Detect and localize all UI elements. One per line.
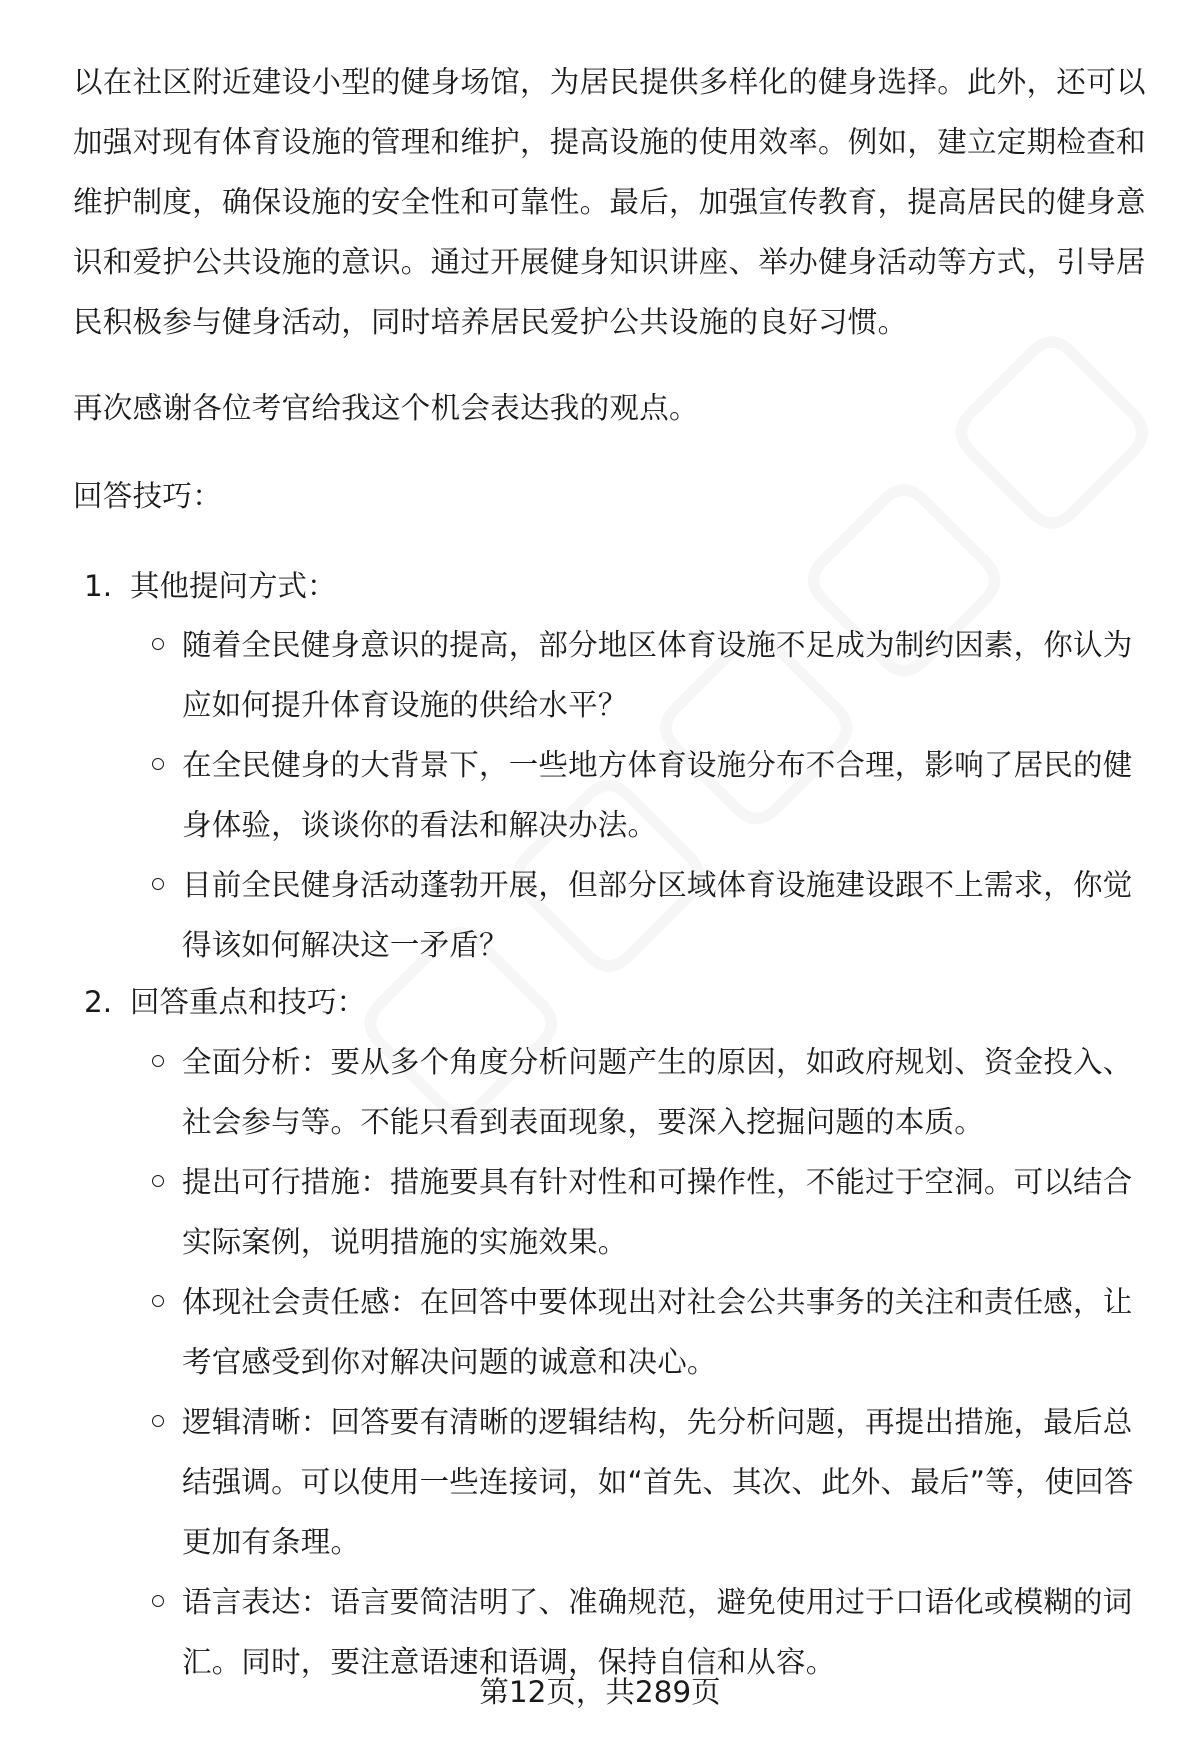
list-item-text: 随着全民健身意识的提高，部分地区体育设施不足成为制约因素，你认为应如何提升体育设施的供给水平？: [182, 628, 1133, 722]
tips-heading: 回答技巧：: [73, 479, 223, 513]
section-2-title: 回答重点和技巧：: [130, 985, 367, 1019]
section-1-title: 其他提问方式：: [130, 569, 337, 603]
bullet-circle-icon: [152, 1415, 164, 1427]
bullet-circle-icon: [152, 638, 164, 650]
intro-paragraph: 以在社区附近建设小型的健身场馆，为居民提供多样化的健身选择。此外，还可以加强对现有体育设施的管理和维护，提高设施的使用效率。例如，建立定期检查和维护制度，确保设施的安全性和可靠性。最后，加强宣传教育，提高居民的健身意识和爱护公共设施的意识。通过开展健身知识讲座、举办健身活动等方式，引导居民积极参与健身活动，同时培养居民爱护公共设施的良好习惯。: [73, 65, 1146, 339]
list-item: [150, 1392, 1150, 1572]
bullet-circle-icon: [152, 1055, 164, 1067]
list-item-text: 提出可行措施：措施要具有针对性和可操作性，不能过于空洞。可以结合实际案例，说明措施的实施效果。: [182, 1165, 1133, 1259]
list-item: [150, 1272, 1150, 1392]
bullet-circle-icon: [152, 1175, 164, 1187]
list-item: [150, 1152, 1150, 1272]
bullet-circle-icon: [152, 1295, 164, 1307]
list-item: [150, 1032, 1150, 1152]
bullet-circle-icon: [152, 758, 164, 770]
section-2-list: [150, 1032, 1150, 1692]
list-item: [150, 615, 1150, 735]
section-1-list: [150, 615, 1150, 975]
page-footer: 第12页，共289页: [479, 1675, 721, 1709]
list-item-text: 在全民健身的大背景下，一些地方体育设施分布不合理，影响了居民的健身体验，谈谈你的看法和解决办法。: [182, 748, 1133, 842]
section-2-number: 2.: [84, 985, 113, 1019]
section-2-heading: [84, 972, 366, 1032]
bullet-circle-icon: [152, 1595, 164, 1607]
list-item-text: 全面分析：要从多个角度分析问题产生的原因，如政府规划、资金投入、社会参与等。不能只看到表面现象，要深入挖掘问题的本质。: [182, 1045, 1133, 1139]
list-item: [150, 735, 1150, 855]
bullet-circle-icon: [152, 878, 164, 890]
section-1-number: 1.: [84, 569, 113, 603]
list-item-text: 目前全民健身活动蓬勃开展，但部分区域体育设施建设跟不上需求，你觉得该如何解决这一矛盾？: [182, 868, 1133, 962]
list-item-text: 体现社会责任感：在回答中要体现出对社会公共事务的关注和责任感，让考官感受到你对解决问题的诚意和决心。: [182, 1285, 1133, 1379]
thanks-paragraph: 再次感谢各位考官给我这个机会表达我的观点。: [73, 391, 699, 425]
list-item: [150, 855, 1150, 975]
section-1-heading: [84, 556, 337, 616]
list-item-text: 语言表达：语言要简洁明了、准确规范，避免使用过于口语化或模糊的词汇。同时，要注意语速和语调，保持自信和从容。: [182, 1585, 1133, 1679]
list-item-text: 逻辑清晰：回答要有清晰的逻辑结构，先分析问题，再提出措施，最后总结强调。可以使用一些连接词，如“首先、其次、此外、最后”等，使回答更加有条理。: [182, 1405, 1134, 1559]
